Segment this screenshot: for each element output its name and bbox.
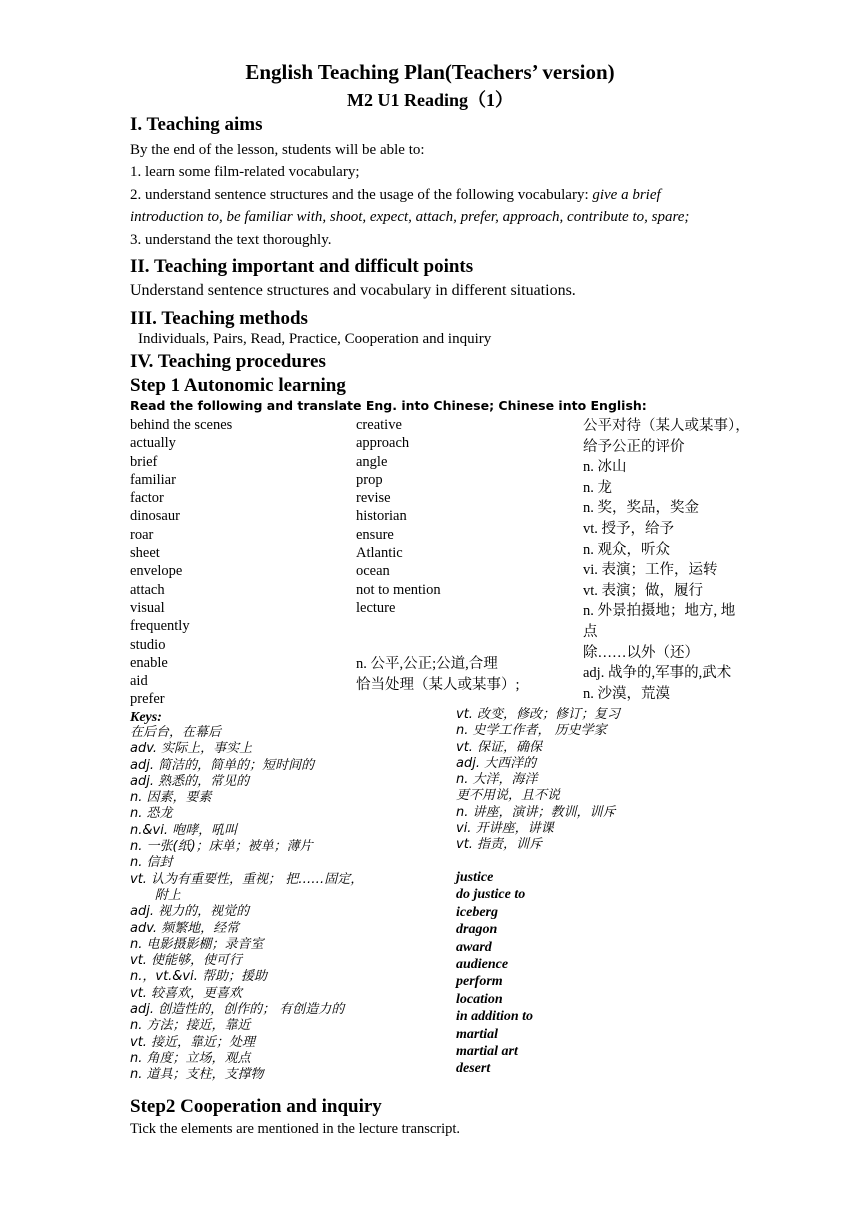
vocab-item: n. 奖，奖品，奖金 bbox=[583, 500, 699, 517]
vocab-item: angle bbox=[356, 453, 388, 470]
aims-item-3: 3. understand the text thoroughly. bbox=[130, 232, 332, 248]
document-subtitle: M2 U1 Reading（1） bbox=[347, 90, 513, 110]
vocab-item: approach bbox=[356, 435, 410, 452]
step2-heading: Step2 Cooperation and inquiry bbox=[130, 1096, 382, 1117]
section-methods-heading: III. Teaching methods bbox=[130, 308, 308, 329]
key-item: adj. 简洁的，简单的；短时间的 bbox=[130, 757, 315, 773]
key-item: 在后台，在幕后 bbox=[130, 725, 222, 740]
vocab-item: 除……以外（还） bbox=[583, 644, 699, 661]
vocab-column-2-chinese bbox=[356, 654, 520, 695]
key-item: iceberg bbox=[456, 904, 498, 920]
vocab-item: 点 bbox=[583, 623, 598, 640]
aims-item-1: 1. learn some film-related vocabulary; bbox=[130, 164, 360, 180]
vocab-item: roar bbox=[130, 526, 154, 543]
key-item: vi. 开讲座，讲课 bbox=[456, 821, 554, 837]
vocab-item: 给予公正的评价 bbox=[583, 438, 685, 455]
vocab-item: attach bbox=[130, 581, 165, 598]
vocab-item: n. 外景拍摄地；地方, 地 bbox=[583, 603, 736, 620]
step2-text: Tick the elements are mentioned in the lecture transcript. bbox=[130, 1121, 461, 1137]
key-item: adv. 实际上，事实上 bbox=[130, 741, 253, 757]
vocab-item: vt. 表演；做，履行 bbox=[583, 582, 704, 599]
vocab-item: adj. 战争的,军事的,武术 bbox=[583, 665, 732, 682]
vocab-column-3 bbox=[583, 416, 750, 704]
key-item: martial art bbox=[456, 1044, 518, 1060]
key-item: adj. 熟悉的，常见的 bbox=[130, 773, 250, 789]
vocab-item: envelope bbox=[130, 563, 183, 580]
vocab-item: studio bbox=[130, 636, 166, 653]
key-item: audience bbox=[456, 957, 509, 973]
vocab-item: historian bbox=[356, 508, 407, 525]
vocab-item: revise bbox=[356, 490, 391, 507]
vocab-item: ocean bbox=[356, 563, 390, 580]
key-item: martial bbox=[456, 1026, 499, 1042]
vocab-item: behind the scenes bbox=[130, 417, 233, 433]
key-item: location bbox=[456, 991, 503, 1007]
aims-intro: By the end of the lesson, students will be able to: bbox=[130, 142, 425, 158]
vocab-item: visual bbox=[130, 599, 165, 616]
key-item: adj. 创造性的，创作的； 有创造力的 bbox=[130, 1002, 345, 1018]
vocab-item: aid bbox=[130, 673, 148, 690]
section-key-points-heading: II. Teaching important and difficult points bbox=[130, 256, 474, 277]
key-item: award bbox=[456, 939, 492, 955]
vocab-item: n. 公平,公正;公道,合理 bbox=[356, 656, 498, 672]
vocab-item: 公平对待（某人或某事）， bbox=[583, 418, 750, 434]
key-item: vt. 接近，靠近；处理 bbox=[130, 1034, 256, 1050]
vocab-item: prefer bbox=[130, 691, 165, 708]
section-procedures-heading: IV. Teaching procedures bbox=[130, 351, 326, 372]
key-item: vt. 指责，训斥 bbox=[456, 837, 543, 853]
key-item: vt. 使能够，使可行 bbox=[130, 953, 243, 969]
key-item: justice bbox=[456, 870, 494, 885]
key-item: adj. 大西洋的 bbox=[456, 755, 537, 771]
vocab-item: n. 观众，听众 bbox=[583, 541, 670, 558]
key-item: n. 角度；立场，观点 bbox=[130, 1050, 251, 1066]
key-item: n. 一张(纸)；床单；被单；薄片 bbox=[130, 839, 313, 855]
key-item: in addition to bbox=[456, 1009, 534, 1025]
key-item: n. 大洋，海洋 bbox=[456, 772, 538, 788]
key-item: perform bbox=[456, 974, 503, 990]
vocab-item: familiar bbox=[130, 471, 176, 488]
vocab-item: lecture bbox=[356, 599, 396, 616]
keys-english-column bbox=[456, 869, 533, 1078]
step1-heading: Step 1 Autonomic learning bbox=[130, 375, 346, 396]
key-item: n.，vt.&vi. 帮助；援助 bbox=[130, 969, 268, 985]
section-teaching-aims-heading: I. Teaching aims bbox=[130, 114, 263, 135]
key-item: vt. 较喜欢，更喜欢 bbox=[130, 985, 243, 1001]
key-item: n. 史学工作者， 历史学家 bbox=[456, 723, 607, 739]
vocab-column-1 bbox=[130, 416, 232, 709]
vocab-item: actually bbox=[130, 435, 176, 452]
aims-item-2-terms: give a brief bbox=[592, 187, 661, 203]
vocab-item: n. 冰山 bbox=[583, 459, 627, 476]
vocab-item: 恰当处理（某人或某事）; bbox=[356, 676, 520, 693]
key-item: do justice to bbox=[456, 887, 526, 903]
vocab-item: vi. 表演；工作，运转 bbox=[583, 562, 718, 579]
vocab-item: n. 龙 bbox=[583, 479, 612, 496]
vocab-item: factor bbox=[130, 490, 164, 507]
aims-item-2 bbox=[130, 184, 732, 206]
key-item: dragon bbox=[456, 922, 498, 938]
key-item: vt. 改变，修改；修订；复习 bbox=[456, 707, 621, 722]
vocab-item: prop bbox=[356, 471, 383, 488]
key-item: n. 道具；支柱，支撑物 bbox=[130, 1067, 264, 1083]
key-item: n. 恐龙 bbox=[130, 806, 173, 822]
methods-text: Individuals, Pairs, Read, Practice, Cooperation and inquiry bbox=[138, 331, 492, 347]
key-item: adj. 视力的，视觉的 bbox=[130, 904, 250, 920]
key-item: vt. 保证，确保 bbox=[456, 739, 543, 755]
key-item: desert bbox=[456, 1061, 491, 1077]
vocab-item: creative bbox=[356, 417, 402, 433]
vocab-item: sheet bbox=[130, 545, 160, 562]
key-item: n. 讲座，演讲；教训，训斥 bbox=[456, 804, 616, 820]
key-item: vt. 认为有重要性，重视； 把……固定， bbox=[130, 871, 364, 887]
step1-instruction: Read the following and translate Eng. into Chinese; Chinese into English: bbox=[130, 398, 647, 413]
vocab-item: enable bbox=[130, 654, 168, 671]
keys-label: Keys: bbox=[130, 710, 162, 725]
keys-right-column bbox=[456, 707, 620, 854]
key-points-text: Understand sentence structures and vocabulary in different situations. bbox=[130, 282, 576, 299]
key-item: 附上 bbox=[130, 887, 181, 903]
key-item: n. 方法；接近，靠近 bbox=[130, 1018, 251, 1034]
vocab-column-2 bbox=[356, 416, 441, 617]
vocab-item: vt. 授予，给予 bbox=[583, 520, 675, 537]
key-item: n.&vi. 咆哮，吼叫 bbox=[130, 822, 238, 838]
aims-item-2-continued: introduction to, be familiar with, shoot, expect, attach, prefer, approach, contribute to, spare; bbox=[130, 209, 690, 225]
vocab-item: ensure bbox=[356, 526, 394, 543]
key-item: n. 电影摄影棚；录音室 bbox=[130, 936, 264, 952]
keys-left-column bbox=[130, 725, 363, 1084]
key-item: adv. 频繁地，经常 bbox=[130, 920, 240, 936]
vocab-item: brief bbox=[130, 453, 158, 470]
vocab-item: n. 沙漠，荒漠 bbox=[583, 685, 670, 702]
key-item: n. 因素，要素 bbox=[130, 790, 212, 806]
document-title: English Teaching Plan(Teachers’ version) bbox=[245, 60, 615, 84]
key-item: 更不用说，且不说 bbox=[456, 788, 561, 804]
vocab-item: frequently bbox=[130, 618, 190, 635]
aims-item-2-text: 2. understand sentence structures and the usage of the following vocabulary: bbox=[130, 187, 593, 203]
vocab-item: dinosaur bbox=[130, 508, 180, 525]
vocab-item: Atlantic bbox=[356, 545, 403, 562]
key-item: n. 信封 bbox=[130, 855, 173, 871]
vocab-item: not to mention bbox=[356, 581, 441, 598]
